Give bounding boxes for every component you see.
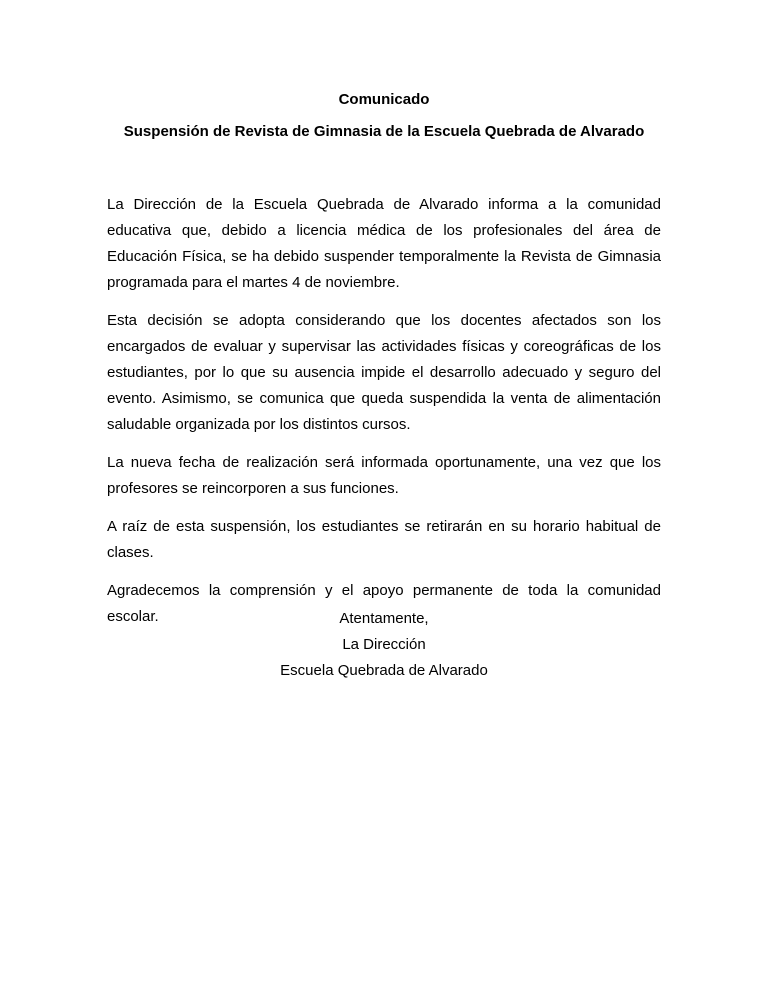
paragraph-reason: Esta decisión se adopta considerando que los docentes afectados son los encargados de evaluar y supervisar las actividades físicas y coreográficas de los estudiantes, por lo que su ausencia impide el desarrollo adecuado y seguro del evento. Asimismo, se comunica que queda suspendida la venta de alimentación saludable organizada por los distintos cursos. [107, 312, 661, 433]
document-title: Comunicado [338, 91, 430, 108]
closing-institution: Escuela Quebrada de Alvarado [280, 662, 488, 679]
closing-block [0, 606, 768, 684]
paragraph-announcement: La Dirección de la Escuela Quebrada de Alvarado informa a la comunidad educativa que, debido a licencia médica de los profesionales del área de Educación Física, se ha debido suspender temporalmente la Revista de Gimnasia programada para el martes 4 de noviembre. [107, 196, 661, 291]
paragraph-new-date: La nueva fecha de realización será informada oportunamente, una vez que los profesores se reincorporen a sus funciones. [107, 454, 661, 497]
paragraph-thanks: Agradecemos la comprensión y el apoyo permanente de toda la comunidad escolar. [107, 582, 661, 625]
document-subtitle: Suspensión de Revista de Gimnasia de la Escuela Quebrada de Alvarado [123, 123, 645, 140]
closing-signer: La Dirección [342, 636, 426, 653]
document-body [107, 192, 661, 642]
closing-salutation: Atentamente, [339, 610, 429, 627]
paragraph-dismissal: A raíz de esta suspensión, los estudiantes se retirarán en su horario habitual de clases. [107, 518, 661, 561]
